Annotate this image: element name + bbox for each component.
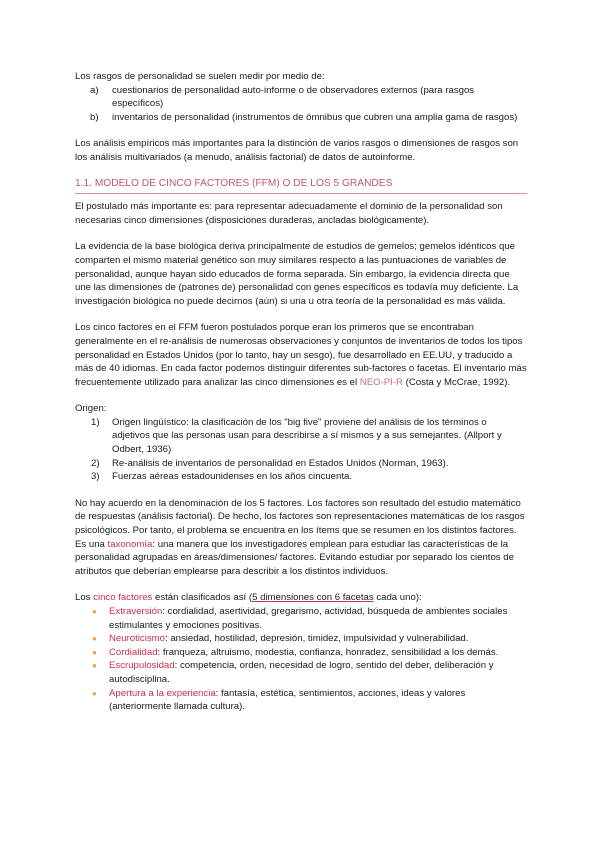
evidencia-paragraph: La evidencia de la base biológica deriva principalmente de estudios de gemelos; gemelos idénticos que comparten el mismo material genético son muy similares respecto a las puntuaciones de variables de personalidad, aunque hayan sido educados de forma separada. Sin embargo, la evidencia directa que une las dimensiones de (patrones de) personalidad con genes específicos es todavía muy deficiente. La investigación biológica no puede decirnos (aún) si una u otra teoría de la personalidad es más válida. [75,241,519,307]
factor-text: : fantasía, estética, sentimientos, acciones, ideas y valores (anteriormente llamada cultura). [109,687,466,713]
factores-list [75,605,527,714]
section-heading: 1.1. MODELO DE CINCO FACTORES (FFM) O DE LOS 5 GRANDES [75,177,527,195]
text-span: Es una [75,538,108,550]
postulado-paragraph: El postulado más importante es: para representar adecuadamente el dominio de la personalidad son necesarias cinco dimensiones (disposiciones duraderas, ancladas biológicamente). [75,201,503,226]
text-span: están clasificados así ( [152,592,253,604]
list-marker: b) [90,111,99,123]
text-span: Los cinco factores en el FFM fueron postulados porque eran los primeros que se encontraban generalmente en el re-análisis de numerosas observaciones y conjuntos de inventarios de todos los tipos personalidad en Estados Unidos (por lo tanto, hay un sesgo), fue desarrollado en EE.UU, y traducido a más de 40 idiomas. En cada factor podemos distinguir diferentes sub-factores o facetas. El inventario más frecuentemente utilizado para analizar las cinco dimensiones es el [75,322,527,388]
text-span: Los [75,592,94,604]
list-item [75,416,527,457]
intro-text: Los rasgos de personalidad se suelen medir por medio de: [75,71,325,82]
list-item-text: cuestionarios de personalidad auto-informe o de observadores externos (para rasgos específicos) [112,84,475,110]
list-item [75,659,527,686]
analysis-paragraph: Los análisis empíricos más importantes para la distinción de varios rasgos o dimensiones de rasgos son los análisis multivariados (a menudo, análisis factorial) de datos de autoinforme. [75,138,519,163]
factor-term: Escrupulosidad [109,660,175,672]
factor-term: Cordialidad [109,646,158,658]
acuerdo-paragraph: No hay acuerdo en la denominación de los 5 factores. Los factores son resultado del estudio matemático de respuestas (análisis factorial). De hecho, los factores son representaciones matemáticas de los rasgos psicológicos. Por tanto, el problema se encuentra en los ítems que se resumen en los distintos factores. [75,497,525,537]
factor-term: Neuroticismo [109,633,165,645]
list-item-text: Origen lingüístico: la clasificación de los "big five" proviene del análisis de los términos o adjetivos que las personas usan para describirse a sí mismos y a sus semejantes. (Allport y Odbert, 1936) [112,416,502,456]
bullet-icon: ● [92,688,97,698]
list-marker: 1) [91,416,100,428]
list-item-text: inventarios de personalidad (instrumentos de ómnibus que cubren una amplia gama de rasgos) [112,111,518,123]
cinco-factores-paragraph [75,321,527,389]
list-item [75,111,527,125]
text-span: (Costa y McCrae, 1992). [402,376,511,388]
factor-text: : cordialidad, asertividad, gregarismo, actividad, búsqueda de ambientes sociales estimulantes y emociones positivas. [109,606,508,631]
factor-text: : competencia, orden, necesidad de logro, sentido del deber, deliberación y autodisciplina. [109,660,494,685]
list-item [75,457,527,471]
list-item-text: Fuerzas aéreas estadounidenses en los años cincuenta. [112,471,352,483]
text-span: cada uno): [373,592,422,604]
dimensiones-underlined: 5 dimensiones con 6 facetas [252,592,374,604]
cinco-factores-highlight: cinco factores [93,592,153,604]
list-item [75,646,527,660]
list-marker: a) [90,84,99,96]
bullet-icon: ● [92,607,97,616]
list-marker: 3) [91,471,100,483]
list-item [75,84,527,111]
list-marker: 2) [91,457,100,469]
taxonomia-highlight: taxonomía [107,538,153,550]
origen-title: Origen: [75,403,107,415]
origen-list [75,416,527,484]
factor-term: Apertura a la experiencia [109,687,216,699]
list-item [75,632,527,646]
intro-list [75,84,527,125]
document-page [75,70,527,714]
list-item [75,605,527,632]
list-item-text: Re-análisis de inventarios de personalidad en Estados Unidos (Norman, 1963). [112,457,449,469]
factor-text: : ansiedad, hostilidad, depresión, timidez, impulsividad y vulnerabilidad. [164,633,469,645]
bullet-icon: ● [92,647,97,657]
factor-text: : franqueza, altruismo, modestia, confianza, honradez, sensibilidad a los demás. [157,646,499,658]
text-span: : una manera que los investigadores emplean para estudiar las características de la personalidad agrupadas en áreas/dimensiones/ factores. Evitando estudiar por separado los cientos de atributos que deberían emplearse para describir a los distintos individuos. [75,538,514,577]
bullet-icon: ● [92,661,97,671]
list-item [75,470,527,484]
taxonomia-paragraph [75,538,527,579]
clasificados-paragraph [75,591,527,605]
list-item [75,687,527,714]
neo-pi-r-highlight: NEO-PI-R [359,376,403,388]
bullet-icon: ● [92,634,97,644]
factor-term: Extraversión [109,606,163,617]
